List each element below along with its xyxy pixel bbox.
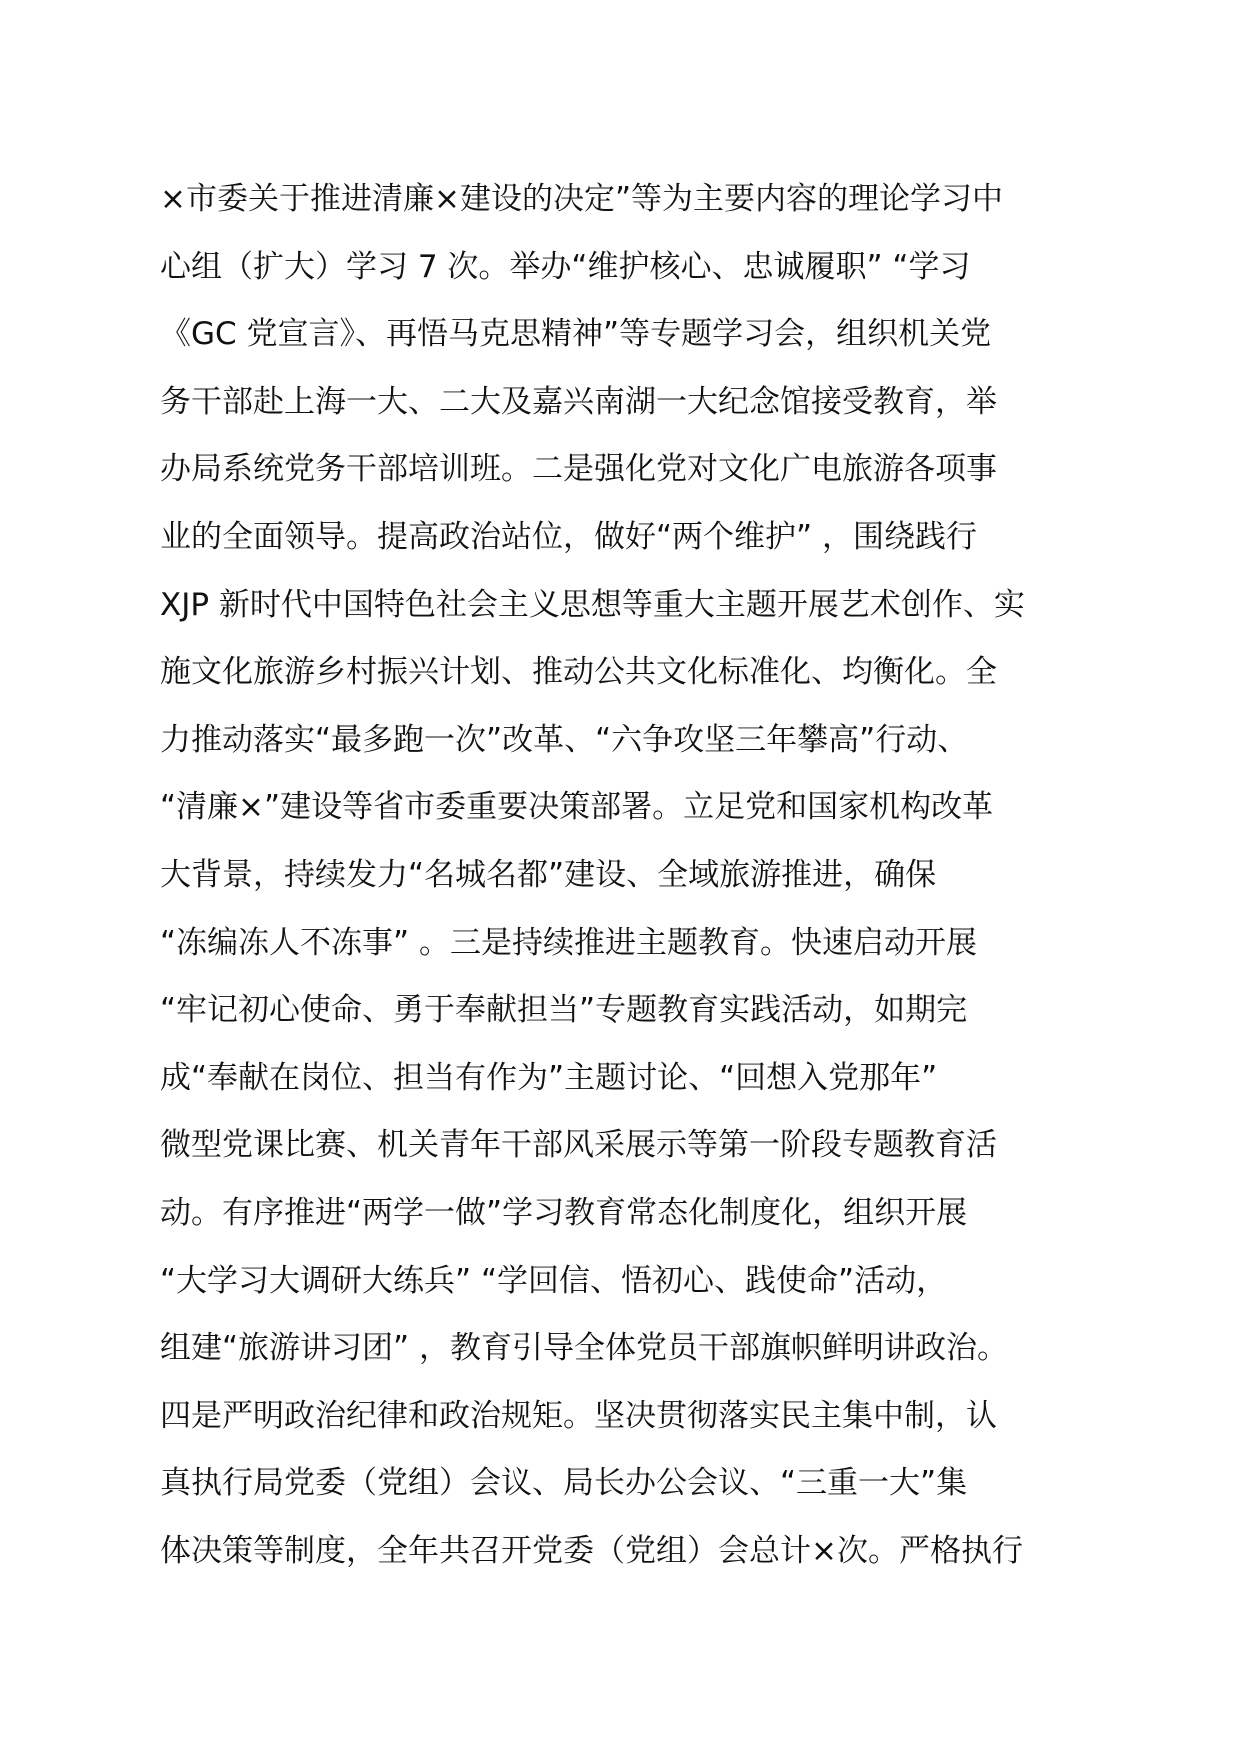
text-line: 《GC 党宣言》、再悟马克思精神”等专题学习会，组织机关党 (160, 316, 992, 353)
text-line: 微型党课比赛、机关青年干部风采展示等第一阶段专题教育活 (160, 1127, 997, 1164)
text-line: 四是严明政治纪律和政治规矩。坚决贯彻落实民主集中制，认 (160, 1397, 997, 1434)
text-line: “大学习大调研大练兵” “学回信、悟初心、践使命”活动， (160, 1262, 948, 1299)
text-line: 业的全面领导。提高政治站位，做好“两个维护” ，围绕践行 (160, 518, 977, 555)
text-line: 办局系统党务干部培训班。二是强化党对文化广电旅游各项事 (160, 451, 997, 488)
text-line: 务干部赴上海一大、二大及嘉兴南湖一大纪念馆接受教育，举 (160, 383, 997, 420)
text-line: “清廉×”建设等省市委重要决策部署。立足党和国家机构改革 (160, 789, 994, 826)
text-line: 大背景，持续发力“名城名都”建设、全域旅游推进，确保 (160, 856, 937, 893)
text-line: “牢记初心使命、勇于奉献担当”专题教育实践活动，如期完 (160, 992, 968, 1029)
text-line: 心组（扩大）学习 7 次。举办“维护核心、忠诚履职” “学习 (160, 248, 971, 285)
text-line: 力推动落实“最多跑一次”改革、“六争攻坚三年攀高”行动、 (160, 721, 969, 758)
text-line: 真执行局党委（党组）会议、局长办公会议、“三重一大”集 (160, 1465, 968, 1502)
text-line: XJP 新时代中国特色社会主义思想等重大主题开展艺术创作、实 (160, 586, 1025, 623)
text-line: 动。有序推进“两学一做”学习教育常态化制度化，组织开展 (160, 1194, 968, 1231)
body-text (160, 166, 1100, 1585)
text-line: “冻编冻人不冻事” 。三是持续推进主题教育。快速启动开展 (160, 924, 977, 961)
text-line: 成“奉献在岗位、担当有作为”主题讨论、“回想入党那年” (160, 1059, 938, 1096)
text-line: ×市委关于推进清廉×建设的决定”等为主要内容的理论学习中 (160, 181, 1004, 217)
text-line: 施文化旅游乡村振兴计划、推动公共文化标准化、均衡化。全 (160, 654, 997, 691)
text-line: 组建“旅游讲习团” ，教育引导全体党员干部旗帜鲜明讲政治。 (160, 1330, 1008, 1367)
text-line: 体决策等制度，全年共召开党委（党组）会总计×次。严格执行 (160, 1532, 1023, 1569)
